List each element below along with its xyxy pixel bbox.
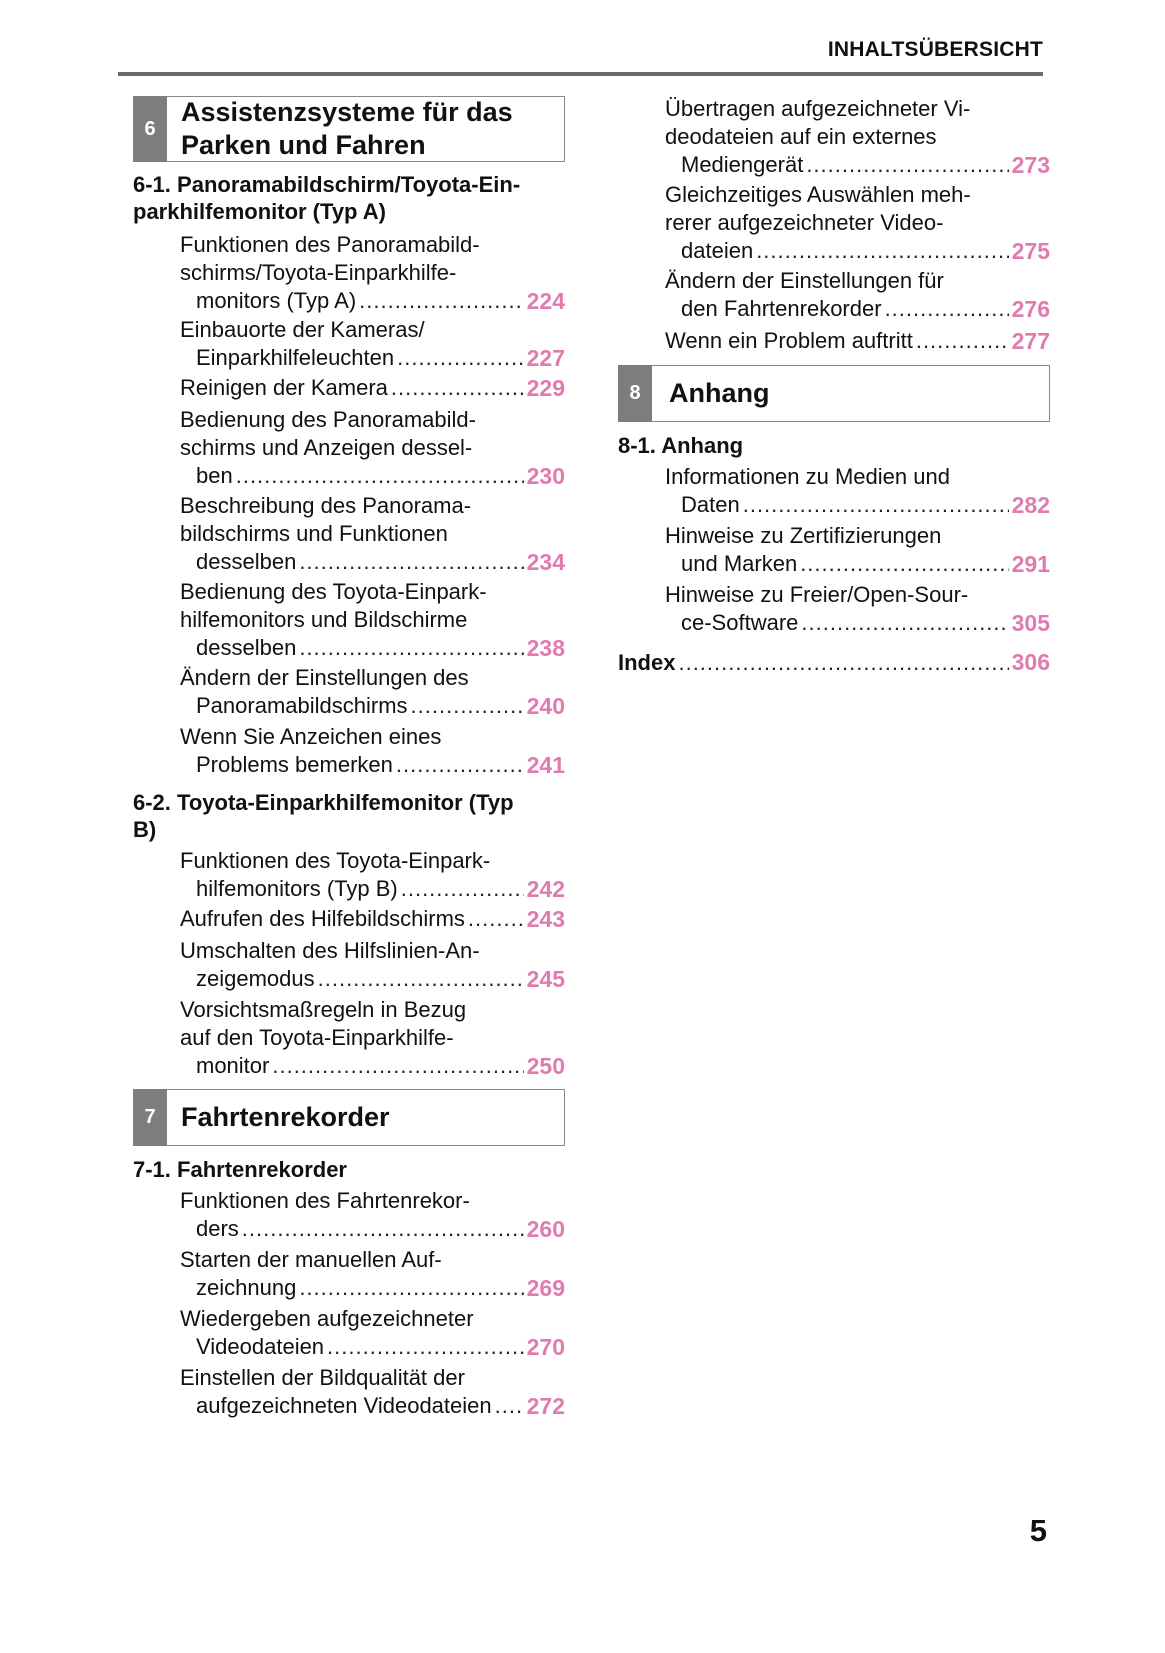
- entry-text: dateien: [681, 238, 754, 263]
- section-6-1[interactable]: [133, 171, 565, 225]
- toc-entry[interactable]: [618, 522, 1050, 578]
- page-number-link[interactable]: 230: [526, 463, 565, 489]
- entry-text: Einparkhilfeleuchten: [196, 345, 395, 370]
- toc-entry[interactable]: [133, 664, 565, 720]
- section-number: 6-2.: [133, 790, 171, 815]
- toc-entry[interactable]: [133, 996, 565, 1080]
- entry-text: aufgezeichneten Videodateien: [196, 1393, 492, 1418]
- section-title: Fahrtenrekorder: [177, 1157, 347, 1182]
- index-label: Index: [618, 650, 676, 675]
- entry-text: Umschalten des Hilfslinien-An-: [180, 938, 480, 963]
- chapter-8-heading[interactable]: [618, 365, 1050, 422]
- page-number-link[interactable]: 229: [526, 375, 565, 401]
- page-number-link[interactable]: 224: [526, 288, 565, 314]
- section-title: Panoramabildschirm/Toyota-Ein- parkhilfemonitor (Typ A): [133, 172, 521, 224]
- entry-text: Funktionen des Toyota-Einpark-: [180, 848, 491, 873]
- entry-text: monitors (Typ A): [196, 288, 357, 313]
- toc-entry[interactable]: [133, 316, 565, 372]
- toc-entry[interactable]: [133, 231, 565, 315]
- entry-text: Bedienung des Panoramabild- schirms und Anzeigen dessel-: [180, 407, 476, 460]
- page-number-link[interactable]: 242: [526, 876, 565, 902]
- page-number-link[interactable]: 275: [1011, 238, 1050, 264]
- dot-leader: [397, 344, 523, 372]
- entry-text: Gleichzeitiges Auswählen meh- rerer aufgezeichneter Video-: [665, 182, 971, 235]
- dot-leader: [327, 1333, 524, 1361]
- dot-leader: [806, 151, 1008, 179]
- dot-leader: [318, 965, 524, 993]
- chapter-number: 6: [133, 96, 167, 162]
- entry-text: Panoramabildschirms: [196, 693, 408, 718]
- entry-text: ders: [196, 1216, 239, 1241]
- page-number-link[interactable]: 241: [526, 752, 565, 778]
- dot-leader: [299, 548, 523, 576]
- dot-leader: [468, 905, 524, 933]
- dot-leader: [495, 1392, 524, 1420]
- chapter-6-heading[interactable]: [133, 96, 565, 162]
- entry-text: Mediengerät: [681, 152, 804, 177]
- dot-leader: [299, 1274, 523, 1302]
- dot-leader: [396, 751, 524, 779]
- page-number-link[interactable]: 269: [526, 1275, 565, 1301]
- entry-text: Vorsichtsmaßregeln in Bezug auf den Toyota-Einparkhilfe-: [180, 997, 467, 1050]
- entry-text: Ändern der Einstellungen für: [665, 268, 944, 293]
- entry-text: hilfemonitors (Typ B): [196, 876, 398, 901]
- toc-entry[interactable]: [133, 492, 565, 576]
- toc-entry[interactable]: [618, 463, 1050, 519]
- chapter-7-heading[interactable]: [133, 1089, 565, 1146]
- entry-text: Hinweise zu Zertifizierungen: [665, 523, 942, 548]
- toc-entry[interactable]: [133, 1364, 565, 1420]
- dot-leader: [678, 650, 1008, 676]
- entry-text: Wenn ein Problem auftritt: [665, 328, 913, 353]
- chapter-number: 7: [133, 1089, 167, 1146]
- chapter-title: Anhang: [669, 378, 770, 408]
- entry-text: Funktionen des Panoramabild- schirms/Toyota-Einparkhilfe-: [180, 232, 480, 285]
- page-number-link[interactable]: 291: [1011, 551, 1050, 577]
- page-number-link[interactable]: 282: [1011, 492, 1050, 518]
- entry-text: Funktionen des Fahrtenrekor-: [180, 1188, 470, 1213]
- dot-leader: [359, 287, 523, 315]
- dot-leader: [800, 550, 1008, 578]
- entry-text: Videodateien: [196, 1334, 325, 1359]
- entry-text: Hinweise zu Freier/Open-Sour-: [665, 582, 969, 607]
- page-number-link[interactable]: 277: [1011, 328, 1050, 354]
- entry-text: Aufrufen des Hilfebildschirms: [180, 906, 465, 931]
- dot-leader: [401, 875, 524, 903]
- entry-text: den Fahrtenrekorder: [681, 296, 882, 321]
- entry-text: Problems bemerken: [196, 752, 393, 777]
- entry-text: Informationen zu Medien und: [665, 464, 950, 489]
- entry-text: Starten der manuellen Auf-: [180, 1247, 442, 1272]
- entry-text: ce-Software: [681, 610, 799, 635]
- page-number-link[interactable]: 276: [1011, 296, 1050, 322]
- toc-entry[interactable]: [618, 327, 1050, 355]
- dot-leader: [236, 462, 524, 490]
- page-number-link[interactable]: 227: [526, 345, 565, 371]
- entry-text: monitor: [196, 1053, 270, 1078]
- entry-text: desselben: [196, 635, 297, 660]
- page-header-title: INHALTSÜBERSICHT: [827, 38, 1043, 61]
- entry-text: zeichnung: [196, 1275, 297, 1300]
- page-number-link[interactable]: 240: [526, 693, 565, 719]
- dot-leader: [299, 634, 523, 662]
- entry-text: Wiedergeben aufgezeichneter: [180, 1306, 474, 1331]
- entry-text: Beschreibung des Panorama- bildschirms und Funktionen: [180, 493, 472, 546]
- toc-entry[interactable]: [618, 181, 1050, 265]
- page-number: 5: [1029, 1513, 1047, 1548]
- chapter-number: 8: [618, 365, 652, 422]
- section-title: Toyota-Einparkhilfemonitor (Typ B): [133, 790, 514, 842]
- toc-entry[interactable]: [133, 937, 565, 993]
- entry-text: ben: [196, 463, 233, 488]
- page-number-link[interactable]: 306: [1011, 649, 1050, 675]
- toc-entry[interactable]: [133, 578, 565, 662]
- entry-text: Reinigen der Kamera: [180, 375, 388, 400]
- toc-entry[interactable]: [133, 847, 565, 903]
- entry-text: Bedienung des Toyota-Einpark- hilfemonitors und Bildschirme: [180, 579, 487, 632]
- page-number-link[interactable]: 250: [526, 1053, 565, 1079]
- toc-entry[interactable]: [133, 1305, 565, 1361]
- page-number-link[interactable]: 243: [526, 906, 565, 932]
- section-title: Anhang: [661, 433, 744, 458]
- toc-entry[interactable]: [618, 267, 1050, 323]
- header-rule: [118, 72, 1043, 76]
- toc-entry[interactable]: [133, 1187, 565, 1243]
- dot-leader: [743, 491, 1009, 519]
- page-number-link[interactable]: 234: [526, 549, 565, 575]
- toc-entry[interactable]: [133, 1246, 565, 1302]
- section-8-1[interactable]: [618, 432, 1050, 459]
- dot-leader: [391, 374, 524, 402]
- section-7-1[interactable]: [133, 1156, 565, 1183]
- page-number-link[interactable]: 245: [526, 966, 565, 992]
- entry-text: Einstellen der Bildqualität der: [180, 1365, 465, 1390]
- toc-entry[interactable]: [618, 95, 1050, 179]
- chapter-title: Assistenzsysteme für das Parken und Fahren: [181, 97, 513, 160]
- entry-text: zeigemodus: [196, 966, 315, 991]
- page-number-link[interactable]: 270: [526, 1334, 565, 1360]
- dot-leader: [885, 295, 1009, 323]
- toc-entry[interactable]: [133, 723, 565, 779]
- dot-leader: [242, 1215, 524, 1243]
- section-number: 8-1.: [618, 433, 656, 458]
- toc-entry[interactable]: [133, 374, 565, 402]
- entry-text: Einbauorte der Kameras/: [180, 317, 425, 342]
- entry-text: Übertragen aufgezeichneter Vi- deodateien auf ein externes: [665, 96, 971, 149]
- page-number-link[interactable]: 238: [526, 635, 565, 661]
- chapter-title: Fahrtenrekorder: [181, 1102, 390, 1132]
- entry-text: Daten: [681, 492, 740, 517]
- section-number: 7-1.: [133, 1157, 171, 1182]
- index-entry[interactable]: [618, 649, 1050, 676]
- section-number: 6-1.: [133, 172, 171, 197]
- page-number-link[interactable]: 272: [526, 1393, 565, 1419]
- page-number-link[interactable]: 305: [1011, 610, 1050, 636]
- entry-text: desselben: [196, 549, 297, 574]
- entry-text: und Marken: [681, 551, 798, 576]
- dot-leader: [916, 327, 1009, 355]
- entry-text: Wenn Sie Anzeichen eines: [180, 724, 442, 749]
- entry-text: Ändern der Einstellungen des: [180, 665, 469, 690]
- page-number-link[interactable]: 273: [1011, 152, 1050, 178]
- dot-leader: [411, 692, 524, 720]
- toc-entry[interactable]: [133, 905, 565, 933]
- dot-leader: [272, 1052, 523, 1080]
- page-number-link[interactable]: 260: [526, 1216, 565, 1242]
- toc-entry[interactable]: [618, 581, 1050, 637]
- dot-leader: [801, 609, 1008, 637]
- section-6-2[interactable]: [133, 789, 565, 843]
- dot-leader: [756, 237, 1008, 265]
- toc-entry[interactable]: [133, 406, 565, 490]
